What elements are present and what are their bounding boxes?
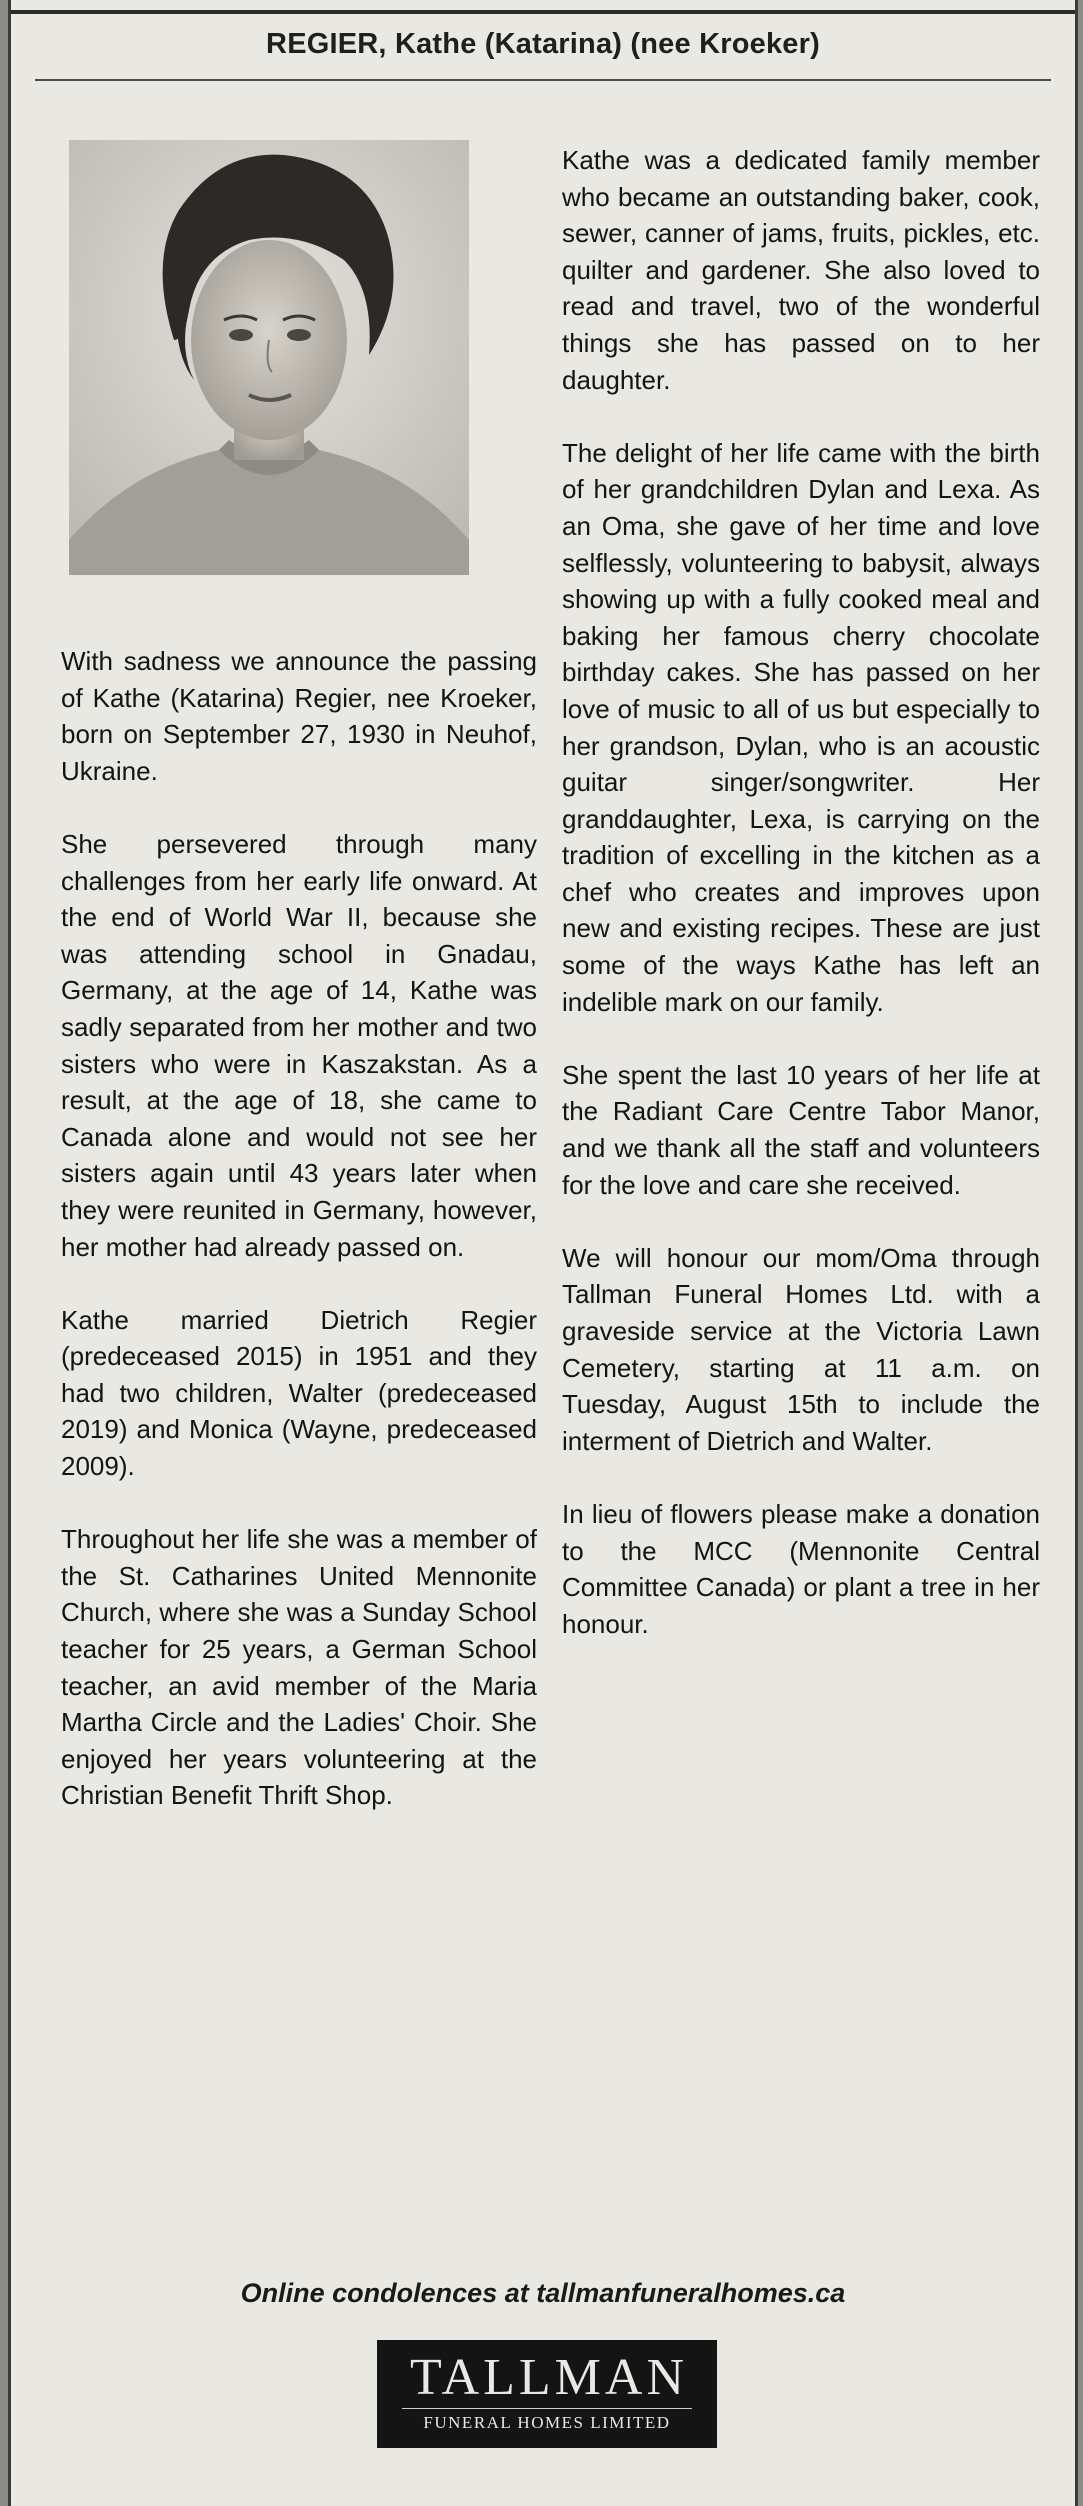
top-rule [11, 10, 1075, 14]
service-paragraph: We will honour our mom/Oma through Tallman Funeral Homes Ltd. with a graveside service at the Victoria Lawn Cemetery, starting at 11 a.m. on Tuesday, August 15th to include the interment of Dietrich and Walter. [562, 1242, 1040, 1456]
portrait-photo [69, 140, 469, 575]
family-paragraph: Kathe married Dietrich Regier (predeceased 2015) in 1951 and they had two children, Walter (predeceased 2019) and Monica (Wayne, predeceased 2009). [61, 1304, 537, 1482]
left-text-column [61, 643, 537, 1851]
obituary-page [8, 0, 1078, 2506]
heading-divider [35, 79, 1051, 81]
homemaker-paragraph: Kathe was a dedicated family member who became an outstanding baker, cook, sewer, canner of jams, fruits, pickles, etc. quilter and gardener. She also loved to read and travel, two of the wonderful things she has passed on to her daughter. [562, 145, 1040, 395]
grandchildren-paragraph: The delight of her life came with the birth of her grandchildren Dylan and Lexa. As an Oma, she gave of her time and love selflessly, volunteering to babysit, always showing up with a fully cooked meal and baking her famous cherry chocolate birthday cakes. She has passed on her love of music to all of us but especially to her grandson, Dylan, who is an acoustic guitar singer/songwriter. Her granddaughter, Lexa, is carrying on the tradition of excelling in the kitchen as a chef who creates and improves upon new and existing recipes. These are just some of the ways Kathe has left an indelible mark on our family. [562, 437, 1040, 1017]
church-paragraph: Throughout her life she was a member of the St. Catharines United Mennonite Church, where she was a Sunday School teacher for 25 years, a German School teacher, an avid member of the Maria Martha Circle and the Ladies' Choir. She enjoyed her years volunteering at the Christian Benefit Thrift Shop. [61, 1524, 537, 1811]
early-life-paragraph: She persevered through many challenges from her early life onward. At the end of World War II, because she was attending school in Gnadau, Germany, at the age of 14, Kathe was sadly separated from her mother and two sisters who were in Kaszakstan. As a result, at the age of 18, she came to Canada alone and would not see her sisters again until 43 years later when they were reunited in Germany, however, her mother had already passed on. [61, 828, 537, 1262]
obituary-heading: REGIER, Kathe (Katarina) (nee Kroeker) [266, 28, 820, 60]
online-condolences: Online condolences at tallmanfuneralhomes.ca [240, 2278, 846, 2308]
portrait-illustration [69, 140, 469, 575]
logo-name: TALLMAN [409, 2349, 689, 2406]
tallman-logo [377, 2340, 717, 2448]
right-text-column [562, 142, 1040, 1679]
donation-paragraph: In lieu of flowers please make a donation to the MCC (Mennonite Central Committee Canada) or plant a tree in her honour. [562, 1498, 1040, 1639]
logo-divider [402, 2408, 692, 2409]
care-home-paragraph: She spent the last 10 years of her life at the Radiant Care Centre Tabor Manor, and we thank all the staff and volunteers for the love and care she received. [562, 1059, 1040, 1200]
announcement-paragraph: With sadness we announce the passing of Kathe (Katarina) Regier, nee Kroeker, born on September 27, 1930 in Neuhof, Ukraine. [61, 646, 537, 786]
logo-subtitle: FUNERAL HOMES LIMITED [423, 2413, 671, 2432]
